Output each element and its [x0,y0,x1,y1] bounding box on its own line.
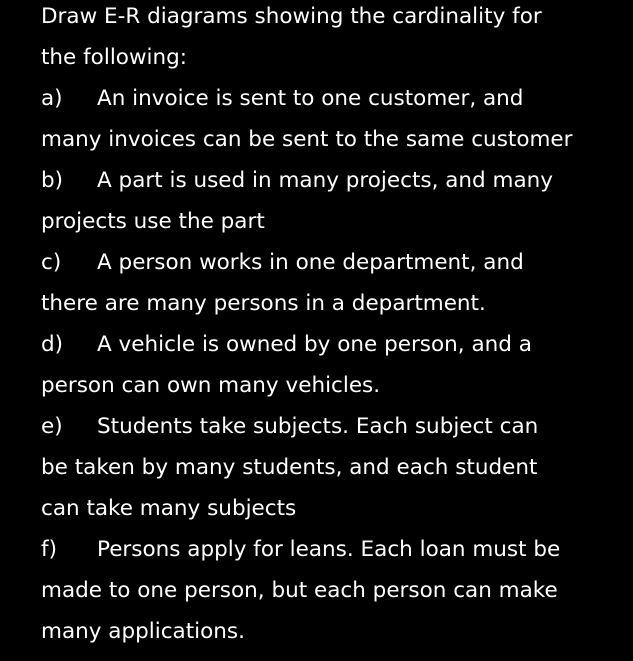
item-d-continuation: person can own many vehicles. [41,373,381,398]
item-c-first-line [41,242,524,283]
item-b-continuation: projects use the part [41,209,265,234]
instruction-line-1: Draw E-R diagrams showing the cardinality for [41,4,542,29]
item-a-first-line [41,78,523,119]
item-f-text: Persons apply for leans. Each loan must be [97,537,561,562]
item-e-text: Students take subjects. Each subject can [97,414,539,439]
item-a-marker: a) [41,86,63,111]
item-e-first-line [41,406,538,447]
item-d-first-line [41,324,532,365]
item-c-text: A person works in one department, and [97,250,524,275]
item-f-continuation-1: made to one person, but each person can make [41,578,558,603]
item-a-continuation: many invoices can be sent to the same customer [41,127,573,152]
item-b-marker: b) [41,168,64,193]
instruction-line-2: the following: [41,45,188,70]
item-e-continuation-1: be taken by many students, and each student [41,455,538,480]
item-e-marker: e) [41,414,63,439]
item-e-continuation-2: can take many subjects [41,496,297,521]
item-d-text: A vehicle is owned by one person, and a [97,332,532,357]
item-a-text: An invoice is sent to one customer, and [97,86,524,111]
item-d-marker: d) [41,332,64,357]
item-c-marker: c) [41,250,62,275]
item-f-continuation-2: many applications. [41,619,245,644]
item-f-first-line [41,529,560,570]
item-b-first-line [41,160,553,201]
item-b-text: A part is used in many projects, and many [97,168,553,193]
item-c-continuation: there are many persons in a department. [41,291,486,316]
item-f-marker: f) [41,537,57,562]
